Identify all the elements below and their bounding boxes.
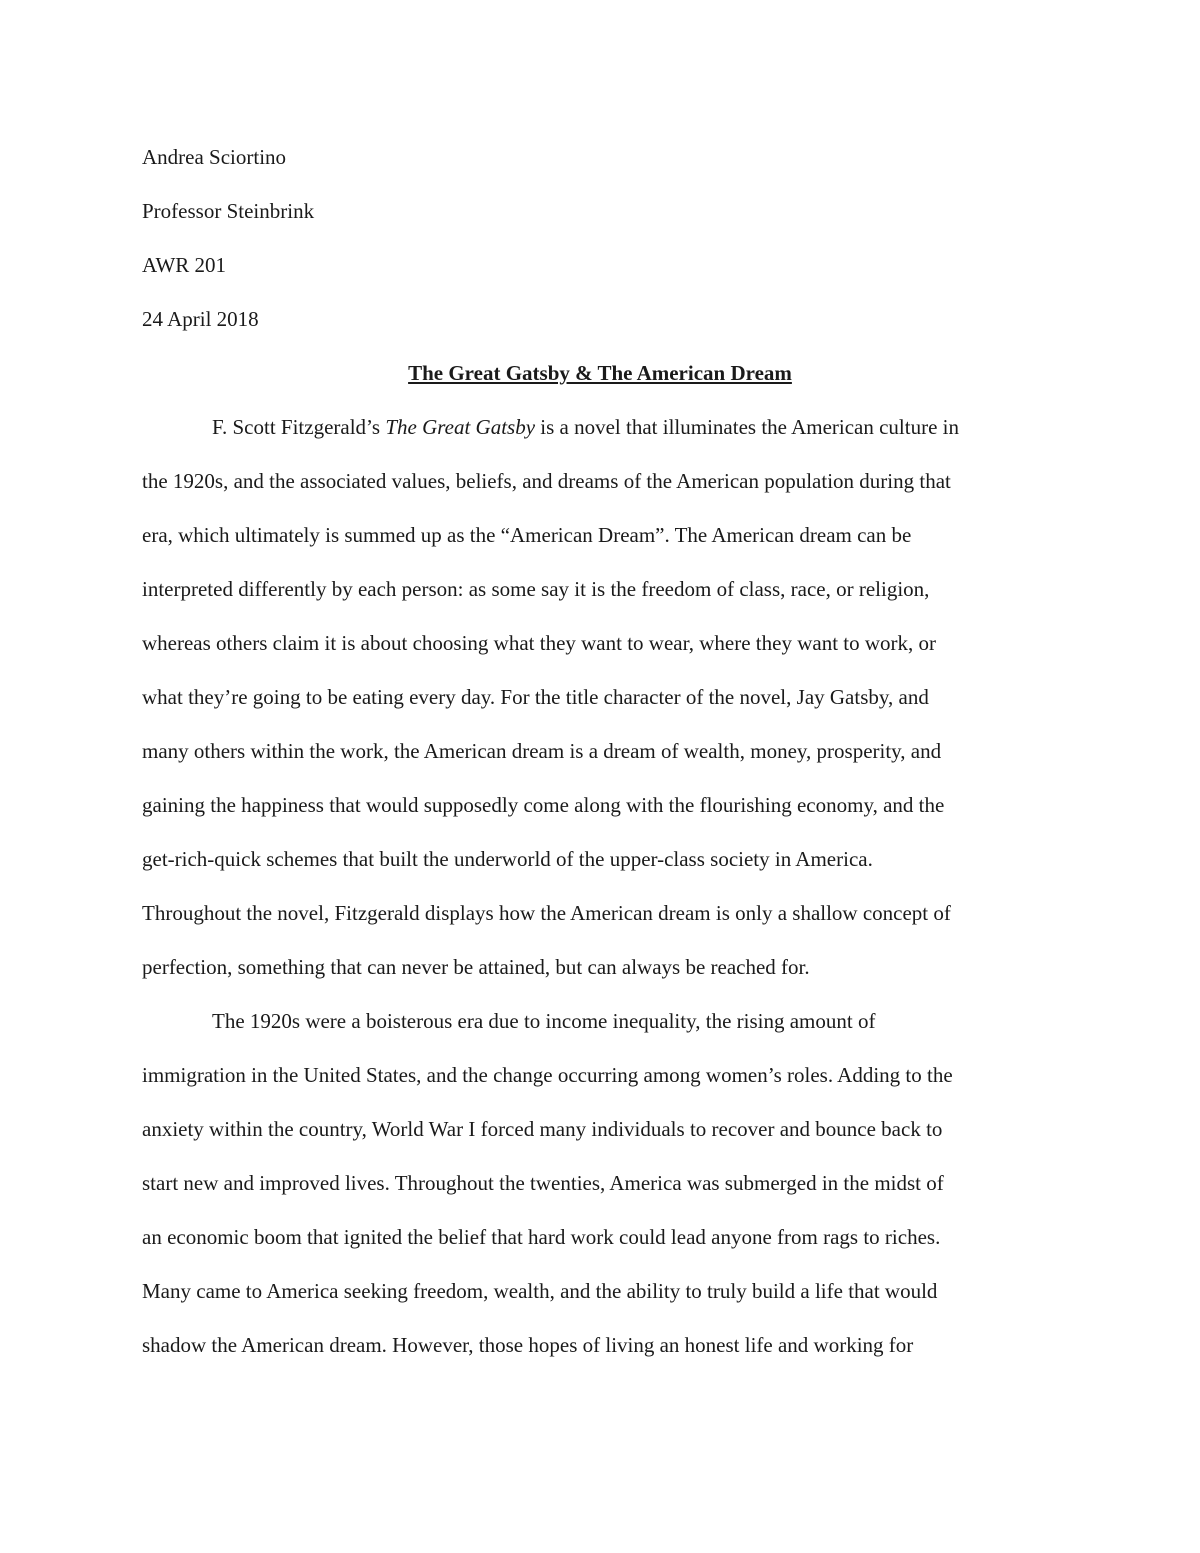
text-line: Throughout the novel, Fitzgerald displays how the American dream is only a shallow concept of: [142, 901, 951, 925]
text-segment: is a novel that illuminates the American culture in: [535, 415, 959, 439]
essay-title: The Great Gatsby & The American Dream: [408, 361, 792, 385]
text-line: shadow the American dream. However, those hopes of living an honest life and working for: [142, 1333, 914, 1357]
text-line: The 1920s were a boisterous era due to income inequality, the rising amount of: [212, 1009, 876, 1033]
text-line: many others within the work, the American dream is a dream of wealth, money, prosperity, and: [142, 739, 942, 763]
text-line: start new and improved lives. Throughout the twenties, America was submerged in the midst of: [142, 1171, 944, 1195]
text-line: gaining the happiness that would supposedly come along with the flourishing economy, and the: [142, 793, 945, 817]
text-line: perfection, something that can never be attained, but can always be reached for.: [142, 955, 810, 979]
text-segment: F. Scott Fitzgerald’s: [212, 415, 386, 439]
text-line: anxiety within the country, World War I forced many individuals to recover and bounce back to: [142, 1117, 943, 1141]
text-line: get-rich-quick schemes that built the underworld of the upper-class society in America.: [142, 847, 873, 871]
text-line: Many came to America seeking freedom, wealth, and the ability to truly build a life that would: [142, 1279, 938, 1303]
text-line: immigration in the United States, and the change occurring among women’s roles. Adding to the: [142, 1063, 953, 1087]
text-line: interpreted differently by each person: as some say it is the freedom of class, race, or religion,: [142, 577, 930, 601]
book-title-italic: The Great Gatsby: [385, 415, 536, 439]
text-line: the 1920s, and the associated values, beliefs, and dreams of the American population during that: [142, 469, 951, 493]
text-line: an economic boom that ignited the belief that hard work could lead anyone from rags to riches.: [142, 1225, 941, 1249]
professor-name: Professor Steinbrink: [142, 199, 315, 223]
date: 24 April 2018: [142, 307, 259, 331]
paragraph-1-first-line: [212, 415, 959, 439]
text-line: era, which ultimately is summed up as the “American Dream”. The American dream can be: [142, 523, 912, 547]
course-code: AWR 201: [142, 253, 227, 277]
text-line: what they’re going to be eating every day. For the title character of the novel, Jay Gatsby, and: [142, 685, 929, 709]
author-name: Andrea Sciortino: [142, 145, 287, 169]
text-line: whereas others claim it is about choosing what they want to wear, where they want to work, or: [142, 631, 937, 655]
